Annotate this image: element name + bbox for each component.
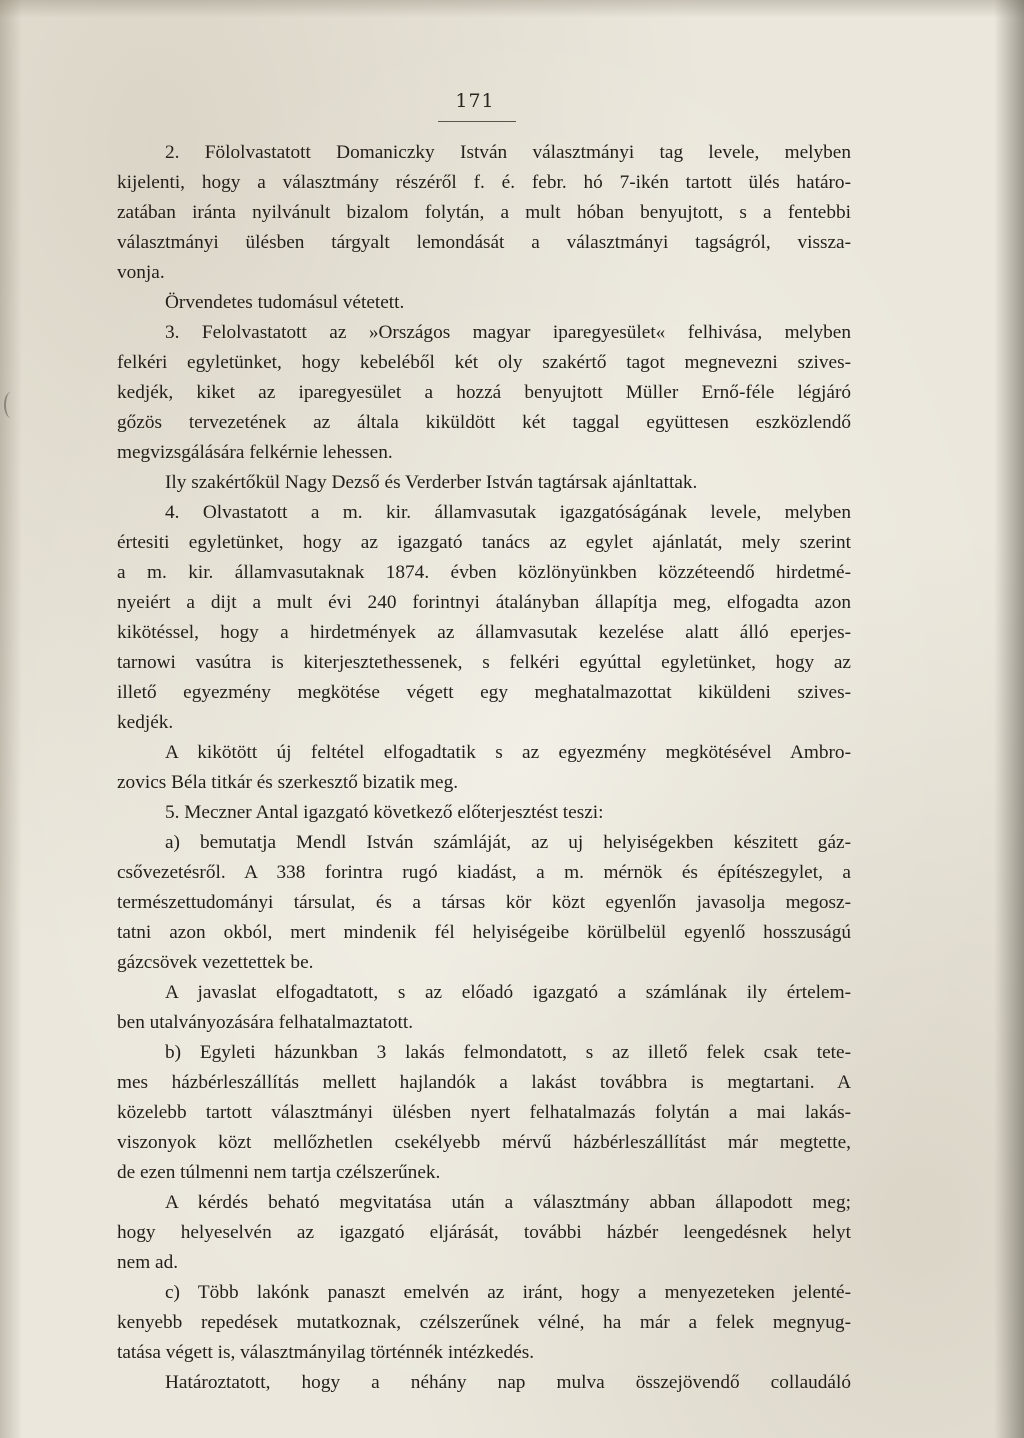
text-line: vonja. bbox=[117, 262, 165, 283]
text-line: 4. Olvastatott a m. kir. államvasutak igazgatóságának levele, melyben bbox=[165, 502, 851, 523]
text-line: értesiti egyletünket, hogy az igazgató tanács az egylet ajánlatát, mely szerint bbox=[117, 532, 851, 553]
page-edge-shadow-right bbox=[994, 0, 1024, 1438]
text-line: Örvendetes tudomásul vétetett. bbox=[165, 292, 405, 313]
margin-mark bbox=[4, 392, 18, 418]
text-line: 3. Felolvastatott az »Országos magyar iparegyesület« felhivása, melyben bbox=[165, 322, 851, 343]
text-line: megvizsgálására felkérnie lehessen. bbox=[117, 442, 393, 463]
text-line: mes házbérleszállítás mellett hajlandók a lakást továbbra is megtartani. A bbox=[117, 1072, 851, 1093]
text-line: nem ad. bbox=[117, 1252, 179, 1273]
text-line: 2. Fölolvastatott Domaniczky István választmányi tag levele, melyben bbox=[165, 142, 851, 163]
text-line: tatása végett is, választmányilag történnék intézkedés. bbox=[117, 1342, 535, 1363]
text-line: kikötéssel, hogy a hirdetmények az államvasutak kezelése alatt álló eperjes- bbox=[117, 622, 851, 643]
text-line: illető egyezmény megkötése végett egy meghatalmazottat kiküldeni szives- bbox=[117, 682, 851, 703]
text-line: gázcsövek vezettettek be. bbox=[117, 952, 314, 973]
text-line: kenyebb repedések mutatkoznak, czélszerűnek vélné, ha már a felek megnyug- bbox=[117, 1312, 851, 1333]
text-line: 5. Meczner Antal igazgató következő előterjesztést teszi: bbox=[165, 802, 604, 823]
text-line: A kikötött új feltétel elfogadtatik s az egyezmény megkötésével Ambro- bbox=[165, 742, 851, 763]
text-line: ben utalványozására felhatalmaztatott. bbox=[117, 1012, 414, 1033]
text-line: a) bemutatja Mendl István számláját, az uj helyiségekben készitett gáz- bbox=[165, 832, 851, 853]
text-line: hogy helyeselvén az igazgató eljárását, további házbér leengedésnek helyt bbox=[117, 1222, 851, 1243]
text-line: választmányi ülésben tárgyalt lemondását a választmányi tagságról, vissza- bbox=[117, 232, 851, 253]
text-line: közelebb tartott választmányi ülésben nyert felhatalmazás folytán a mai lakás- bbox=[117, 1102, 851, 1123]
text-line: kedjék. bbox=[117, 712, 174, 733]
text-line: viszonyok közt mellőzhetlen csekélyebb mérvű házbérleszállítást már megtette, bbox=[117, 1132, 851, 1153]
body-text bbox=[117, 138, 851, 1398]
text-line: A kérdés beható megvitatása után a választmány abban állapodott meg; bbox=[165, 1192, 851, 1213]
text-line: gőzös tervezetének az általa kiküldött két taggal együttesen eszközlendő bbox=[117, 412, 851, 433]
page-number: 171 bbox=[455, 90, 495, 112]
text-line: nyeiért a dijt a mult évi 240 forintnyi átalányban állapítja meg, elfogadta azon bbox=[117, 592, 851, 613]
text-line: tarnowi vasútra is kiterjesztethessenek, s felkéri egyúttal egyletünket, hogy az bbox=[117, 652, 851, 673]
text-line: tatni azon okból, mert mindenik fél helyiségeibe körülbelül egyenlő hosszuságú bbox=[117, 922, 851, 943]
page-edge-shadow-left bbox=[0, 0, 22, 1438]
text-line: de ezen túlmenni nem tartja czélszerűnek. bbox=[117, 1162, 441, 1183]
text-line: a m. kir. államvasutaknak 1874. évben közlönyünkben közzéteendő hirdetmé- bbox=[117, 562, 851, 583]
page-number-rule bbox=[438, 121, 516, 122]
text-line: természettudományi társulat, és a társas kör közt egyenlőn javasolja megosz- bbox=[117, 892, 851, 913]
text-line: zovics Béla titkár és szerkesztő bizatik meg. bbox=[117, 772, 459, 793]
text-line: kedjék, kiket az iparegyesület a hozzá benyujtott Müller Ernő-féle légjáró bbox=[117, 382, 851, 403]
text-line: felkéri egyletünket, hogy kebeléből két oly szakértő tagot megnevezni szives- bbox=[117, 352, 851, 373]
page-edge-shadow-top bbox=[0, 0, 1024, 18]
text-line: Ily szakértőkül Nagy Dezső és Verderber István tagtársak ajánltattak. bbox=[165, 472, 698, 493]
text-line: A javaslat elfogadtatott, s az előadó igazgató a számlának ily értelem- bbox=[165, 982, 851, 1003]
text-line: b) Egyleti házunkban 3 lakás felmondatott, s az illető felek csak tete- bbox=[165, 1042, 851, 1063]
text-line: zatában iránta nyilvánult bizalom folytán, a mult hóban benyujtott, s a fentebbi bbox=[117, 202, 851, 223]
text-line: c) Több lakónk panaszt emelvén az iránt, hogy a menyezeteken jelenté- bbox=[165, 1282, 851, 1303]
text-line: Határoztatott, hogy a néhány nap mulva összejövendő collaudáló bbox=[165, 1372, 851, 1393]
text-line: csővezetésről. A 338 forintra rugó kiadást, a m. mérnök és építészegylet, a bbox=[117, 862, 851, 883]
text-line: kijelenti, hogy a választmány részéről f. é. febr. hó 7-ikén tartott ülés határo- bbox=[117, 172, 851, 193]
